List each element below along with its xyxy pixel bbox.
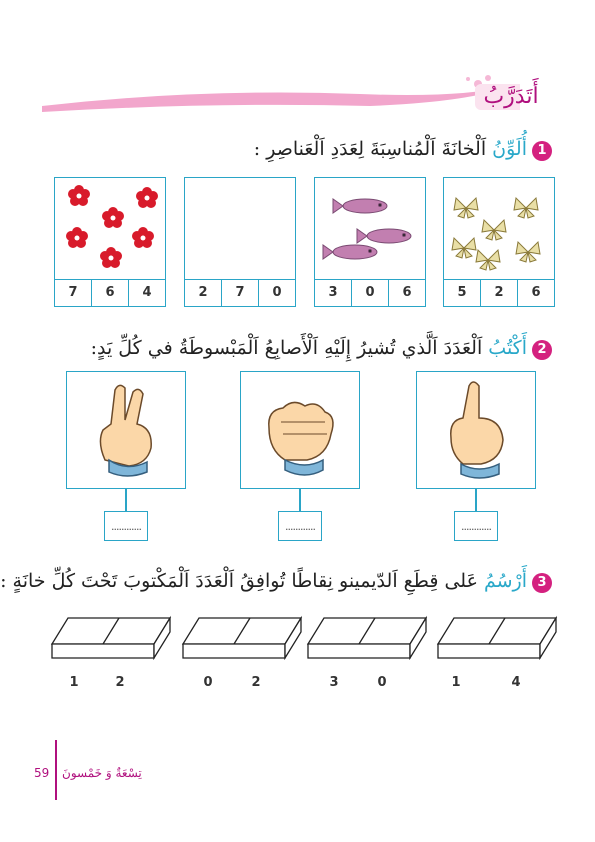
card-butterflies [443, 177, 555, 307]
option-cell[interactable]: 7 [221, 280, 258, 306]
answer-box-1[interactable]: ............ [104, 511, 148, 541]
options-row [315, 279, 425, 306]
flowers-icon [55, 178, 164, 278]
domino-3[interactable] [306, 614, 428, 660]
domino-1-right-number: 2 [115, 675, 125, 690]
option-cell[interactable]: 0 [258, 280, 295, 306]
two-fingers-hand-icon [67, 372, 184, 487]
exercise3-instruction [0, 570, 527, 592]
hand-card-3 [416, 371, 536, 489]
fish-icon [315, 178, 424, 278]
card-flowers [54, 177, 166, 307]
exercise3-text: عَلى قِطَعِ اَلدّيمينو نِقاطًا تُوافِقُ اَلْعَدَدَ اَلْمَكْتوبَ تَحْتَ كُلِّ خانَةٍ : [0, 570, 484, 592]
exercise2-text: اَلْعَدَدَ اَلَّذي تُشيرُ إِلَيْهِ اَلْأَصابِعُ اَلْمَبْسوطَةُ في كُلِّ يَدٍ: [90, 337, 489, 359]
exercise1-instruction [254, 138, 527, 160]
option-cell[interactable]: 5 [457, 285, 467, 300]
option-cell[interactable]: 6 [388, 280, 425, 306]
exercise-number-2: 2 [532, 340, 552, 360]
exercise2-verb: أَكْتُبُ [488, 337, 527, 359]
option-cell[interactable]: 4 [128, 280, 165, 306]
card-fish [314, 177, 426, 307]
page-number-words: تِسْعَةٌ وَ خَمْسونَ [62, 766, 142, 780]
options-row [55, 279, 165, 306]
footer-divider [55, 740, 57, 800]
connector-line [299, 489, 301, 511]
section-title: أَتَدَرَّبُ [483, 84, 539, 109]
butterflies-icon [444, 178, 553, 278]
domino-1[interactable] [50, 614, 172, 660]
hand-card-2 [240, 371, 360, 489]
domino-2[interactable] [181, 614, 303, 660]
option-cell[interactable]: 2 [198, 285, 208, 300]
option-cell[interactable]: 2 [480, 280, 517, 306]
option-cell[interactable]: 3 [328, 285, 338, 300]
domino-4-left-number: 1 [451, 675, 461, 690]
option-cell[interactable]: 0 [351, 280, 388, 306]
page-number: 59 [34, 766, 50, 780]
exercise1-verb: أُلَوِّنُ [492, 138, 527, 160]
option-cell[interactable]: 6 [91, 280, 128, 306]
exercise-number-3: 3 [532, 573, 552, 593]
domino-4-right-number: 4 [511, 675, 521, 690]
option-cell[interactable]: 6 [517, 280, 554, 306]
answer-box-2[interactable]: ............ [278, 511, 322, 541]
exercise2-instruction [91, 337, 527, 359]
card-empty [184, 177, 296, 307]
domino-1-left-number: 1 [69, 675, 79, 690]
exercise1-text: اَلْخانَةَ اَلْمُناسِبَةَ لِعَدَدِ اَلْعَناصِرِ : [253, 138, 493, 160]
options-row [185, 279, 295, 306]
one-finger-hand-icon [417, 372, 534, 487]
fist-hand-icon [241, 372, 358, 487]
option-cell[interactable]: 7 [68, 285, 78, 300]
domino-4[interactable] [436, 614, 558, 660]
exercise-number-1: 1 [532, 141, 552, 161]
domino-3-left-number: 3 [329, 675, 339, 690]
domino-2-left-number: 0 [203, 675, 213, 690]
connector-line [475, 489, 477, 511]
domino-3-right-number: 0 [377, 675, 387, 690]
answer-box-3[interactable]: ............ [454, 511, 498, 541]
domino-2-right-number: 2 [251, 675, 261, 690]
options-row [444, 279, 554, 306]
header-ribbon [40, 72, 520, 122]
hand-card-1 [66, 371, 186, 489]
exercise3-verb: أَرْسُمُ [483, 570, 527, 592]
connector-line [125, 489, 127, 511]
